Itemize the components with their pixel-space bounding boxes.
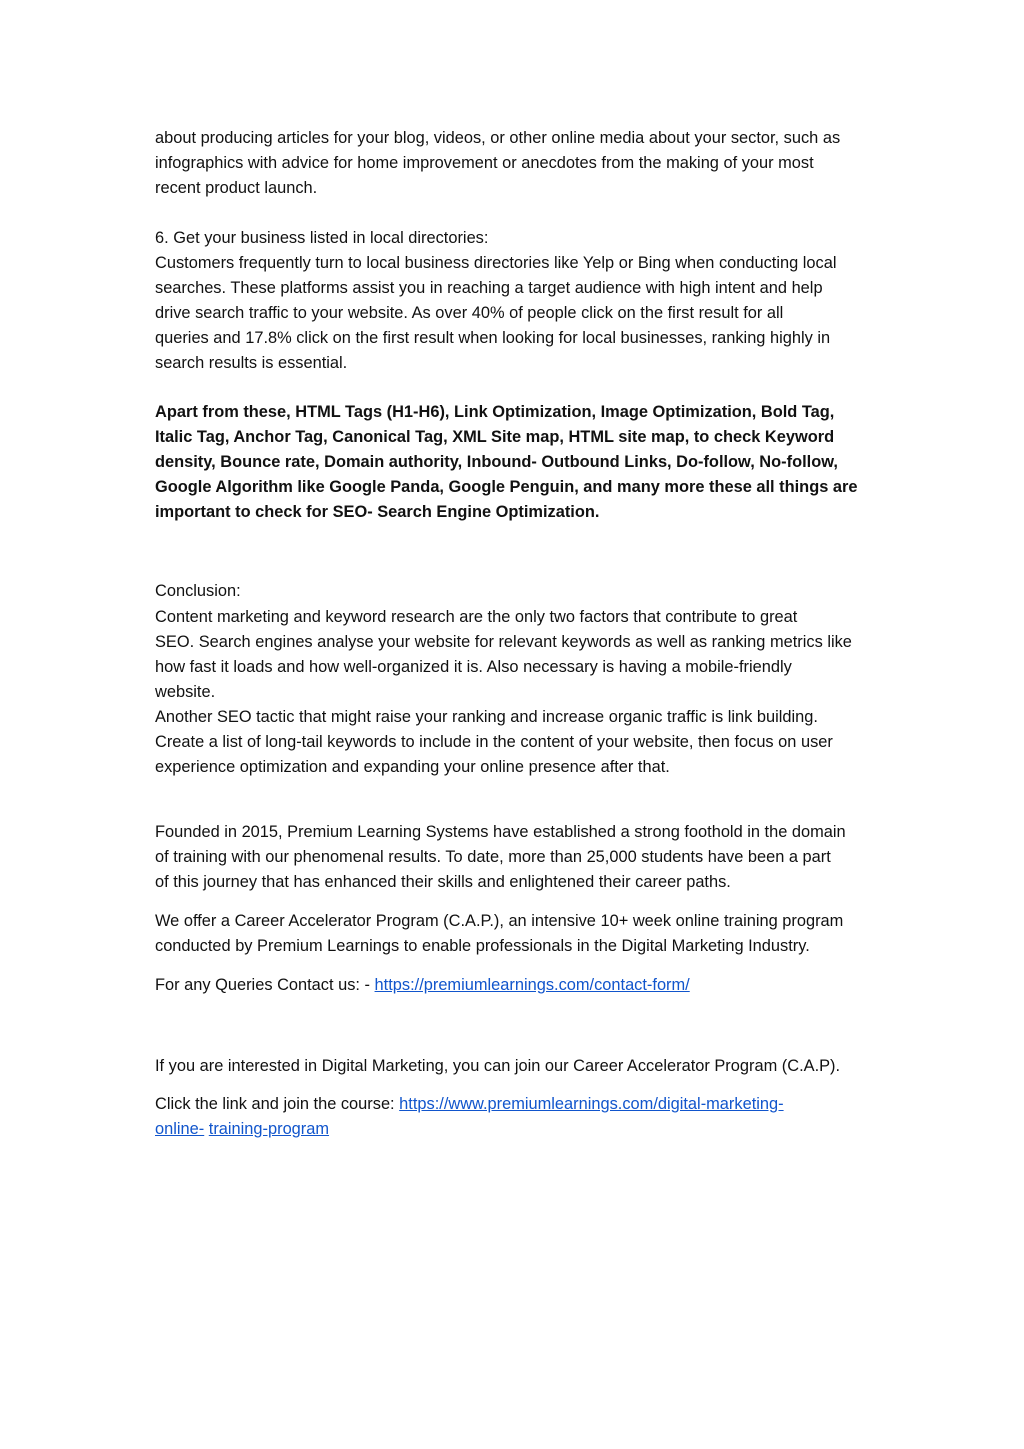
conclusion-heading: Conclusion: [155, 582, 241, 600]
contact-form-link[interactable]: https://premiumlearnings.com/contact-form/ [374, 976, 690, 994]
course-line-2 [155, 1117, 900, 1142]
section-6 [155, 226, 900, 376]
course-label: Click the link and join the course: [155, 1095, 400, 1113]
interest-paragraph [155, 1054, 900, 1079]
course-link-part-2[interactable]: online- [155, 1120, 205, 1138]
conclusion-line-4: website. [155, 683, 216, 701]
intro-line-3: recent product launch. [155, 179, 318, 197]
contact-label: For any Queries Contact us: - [155, 976, 375, 994]
conclusion-line-1: Content marketing and keyword research are the only two factors that contribute to great [155, 608, 798, 626]
interest-line: If you are interested in Digital Marketing, you can join our Career Accelerator Program (C.A.P). [155, 1057, 841, 1075]
course-link-paragraph [155, 1092, 900, 1142]
conclusion-line-6: Create a list of long-tail keywords to include in the content of your website, then focus on user [155, 733, 833, 751]
bold-line-2: Italic Tag, Anchor Tag, Canonical Tag, XML Site map, HTML site map, to check Keyword [155, 428, 835, 446]
section-6-line-3: drive search traffic to your website. As over 40% of people click on the first result for all [155, 304, 784, 322]
bold-line-4: Google Algorithm like Google Panda, Google Penguin, and many more these all things are [155, 478, 858, 496]
contact-line [155, 973, 900, 998]
bold-seo-paragraph [155, 400, 900, 525]
intro-line-1: about producing articles for your blog, videos, or other online media about your sector, such as [155, 129, 841, 147]
course-line-1 [155, 1092, 900, 1117]
about-line-3: of this journey that has enhanced their skills and enlightened their career paths. [155, 873, 731, 891]
about-paragraph [155, 820, 900, 895]
program-paragraph [155, 909, 900, 959]
contact-paragraph [155, 973, 900, 998]
conclusion-line-7: experience optimization and expanding your online presence after that. [155, 758, 670, 776]
section-6-line-5: search results is essential. [155, 354, 348, 372]
program-line-1: We offer a Career Accelerator Program (C.A.P.), an intensive 10+ week online training program [155, 912, 844, 930]
bold-line-3: density, Bounce rate, Domain authority, Inbound- Outbound Links, Do-follow, No-follow, [155, 453, 838, 471]
section-6-line-4: queries and 17.8% click on the first result when looking for local businesses, ranking highly in [155, 329, 831, 347]
conclusion-line-3: how fast it loads and how well-organized it is. Also necessary is having a mobile-friendly [155, 658, 792, 676]
section-6-line-1: Customers frequently turn to local business directories like Yelp or Bing when conducting local [155, 254, 837, 272]
conclusion-line-5: Another SEO tactic that might raise your ranking and increase organic traffic is link building. [155, 708, 818, 726]
intro-paragraph [155, 126, 900, 201]
conclusion-section [155, 579, 900, 780]
section-6-heading: 6. Get your business listed in local directories: [155, 229, 489, 247]
section-6-line-2: searches. These platforms assist you in reaching a target audience with high intent and help [155, 279, 823, 297]
conclusion-line-2: SEO. Search engines analyse your website for relevant keywords as well as ranking metrics like [155, 633, 852, 651]
about-line-1: Founded in 2015, Premium Learning Systems have established a strong foothold in the domain [155, 823, 846, 841]
program-line-2: conducted by Premium Learnings to enable professionals in the Digital Marketing Industry. [155, 937, 810, 955]
course-link-part-1[interactable]: https://www.premiumlearnings.com/digital-marketing- [399, 1095, 784, 1113]
bold-line-5: important to check for SEO- Search Engine Optimization. [155, 503, 600, 521]
intro-line-2: infographics with advice for home improvement or anecdotes from the making of your most [155, 154, 814, 172]
course-link-part-3[interactable]: training-program [208, 1120, 330, 1138]
bold-line-1: Apart from these, HTML Tags (H1-H6), Link Optimization, Image Optimization, Bold Tag, [155, 403, 835, 421]
about-line-2: of training with our phenomenal results. To date, more than 25,000 students have been a part [155, 848, 831, 866]
